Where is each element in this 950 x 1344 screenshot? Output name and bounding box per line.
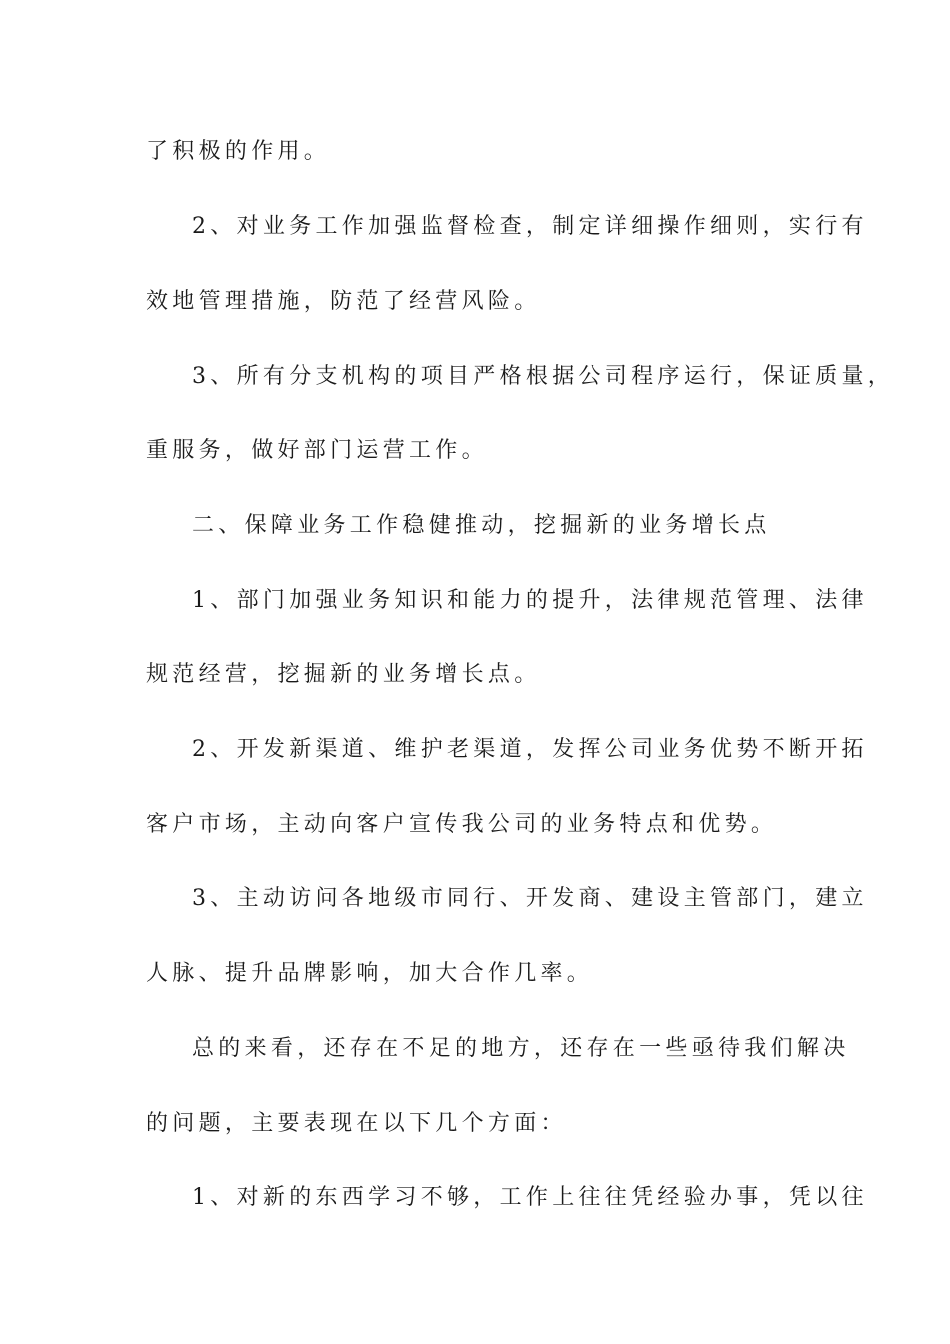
text-line-7: 1、部门加强业务知识和能力的提升，法律规范管理、法律 — [192, 588, 868, 613]
text-line-4: 3、所有分支机构的项目严格根据公司程序运行，保证质量， — [192, 364, 895, 389]
section-heading: 二、保障业务工作稳健推动，挖掘新的业务增长点 — [192, 513, 771, 538]
text-line-3: 效地管理措施，防范了经营风险。 — [146, 289, 541, 314]
text-line-9: 2、开发新渠道、维护老渠道，发挥公司业务优势不断开拓 — [192, 737, 868, 762]
text-line-14: 的问题，主要表现在以下几个方面： — [146, 1111, 567, 1136]
text-line-15: 1、对新的东西学习不够，工作上往往凭经验办事，凭以往 — [192, 1185, 868, 1210]
text-line-12: 人脉、提升品牌影响，加大合作几率。 — [146, 961, 594, 986]
text-line-5: 重服务，做好部门运营工作。 — [146, 438, 488, 463]
text-line-8: 规范经营，挖掘新的业务增长点。 — [146, 662, 541, 687]
text-line-13: 总的来看，还存在不足的地方，还存在一些亟待我们解决 — [192, 1036, 850, 1061]
text-line-10: 客户市场，主动向客户宣传我公司的业务特点和优势。 — [146, 812, 778, 837]
text-line-1: 了积极的作用。 — [146, 139, 331, 164]
text-line-11: 3、主动访问各地级市同行、开发商、建设主管部门，建立 — [192, 886, 868, 911]
text-line-2: 2、对业务工作加强监督检查，制定详细操作细则，实行有 — [192, 214, 868, 239]
